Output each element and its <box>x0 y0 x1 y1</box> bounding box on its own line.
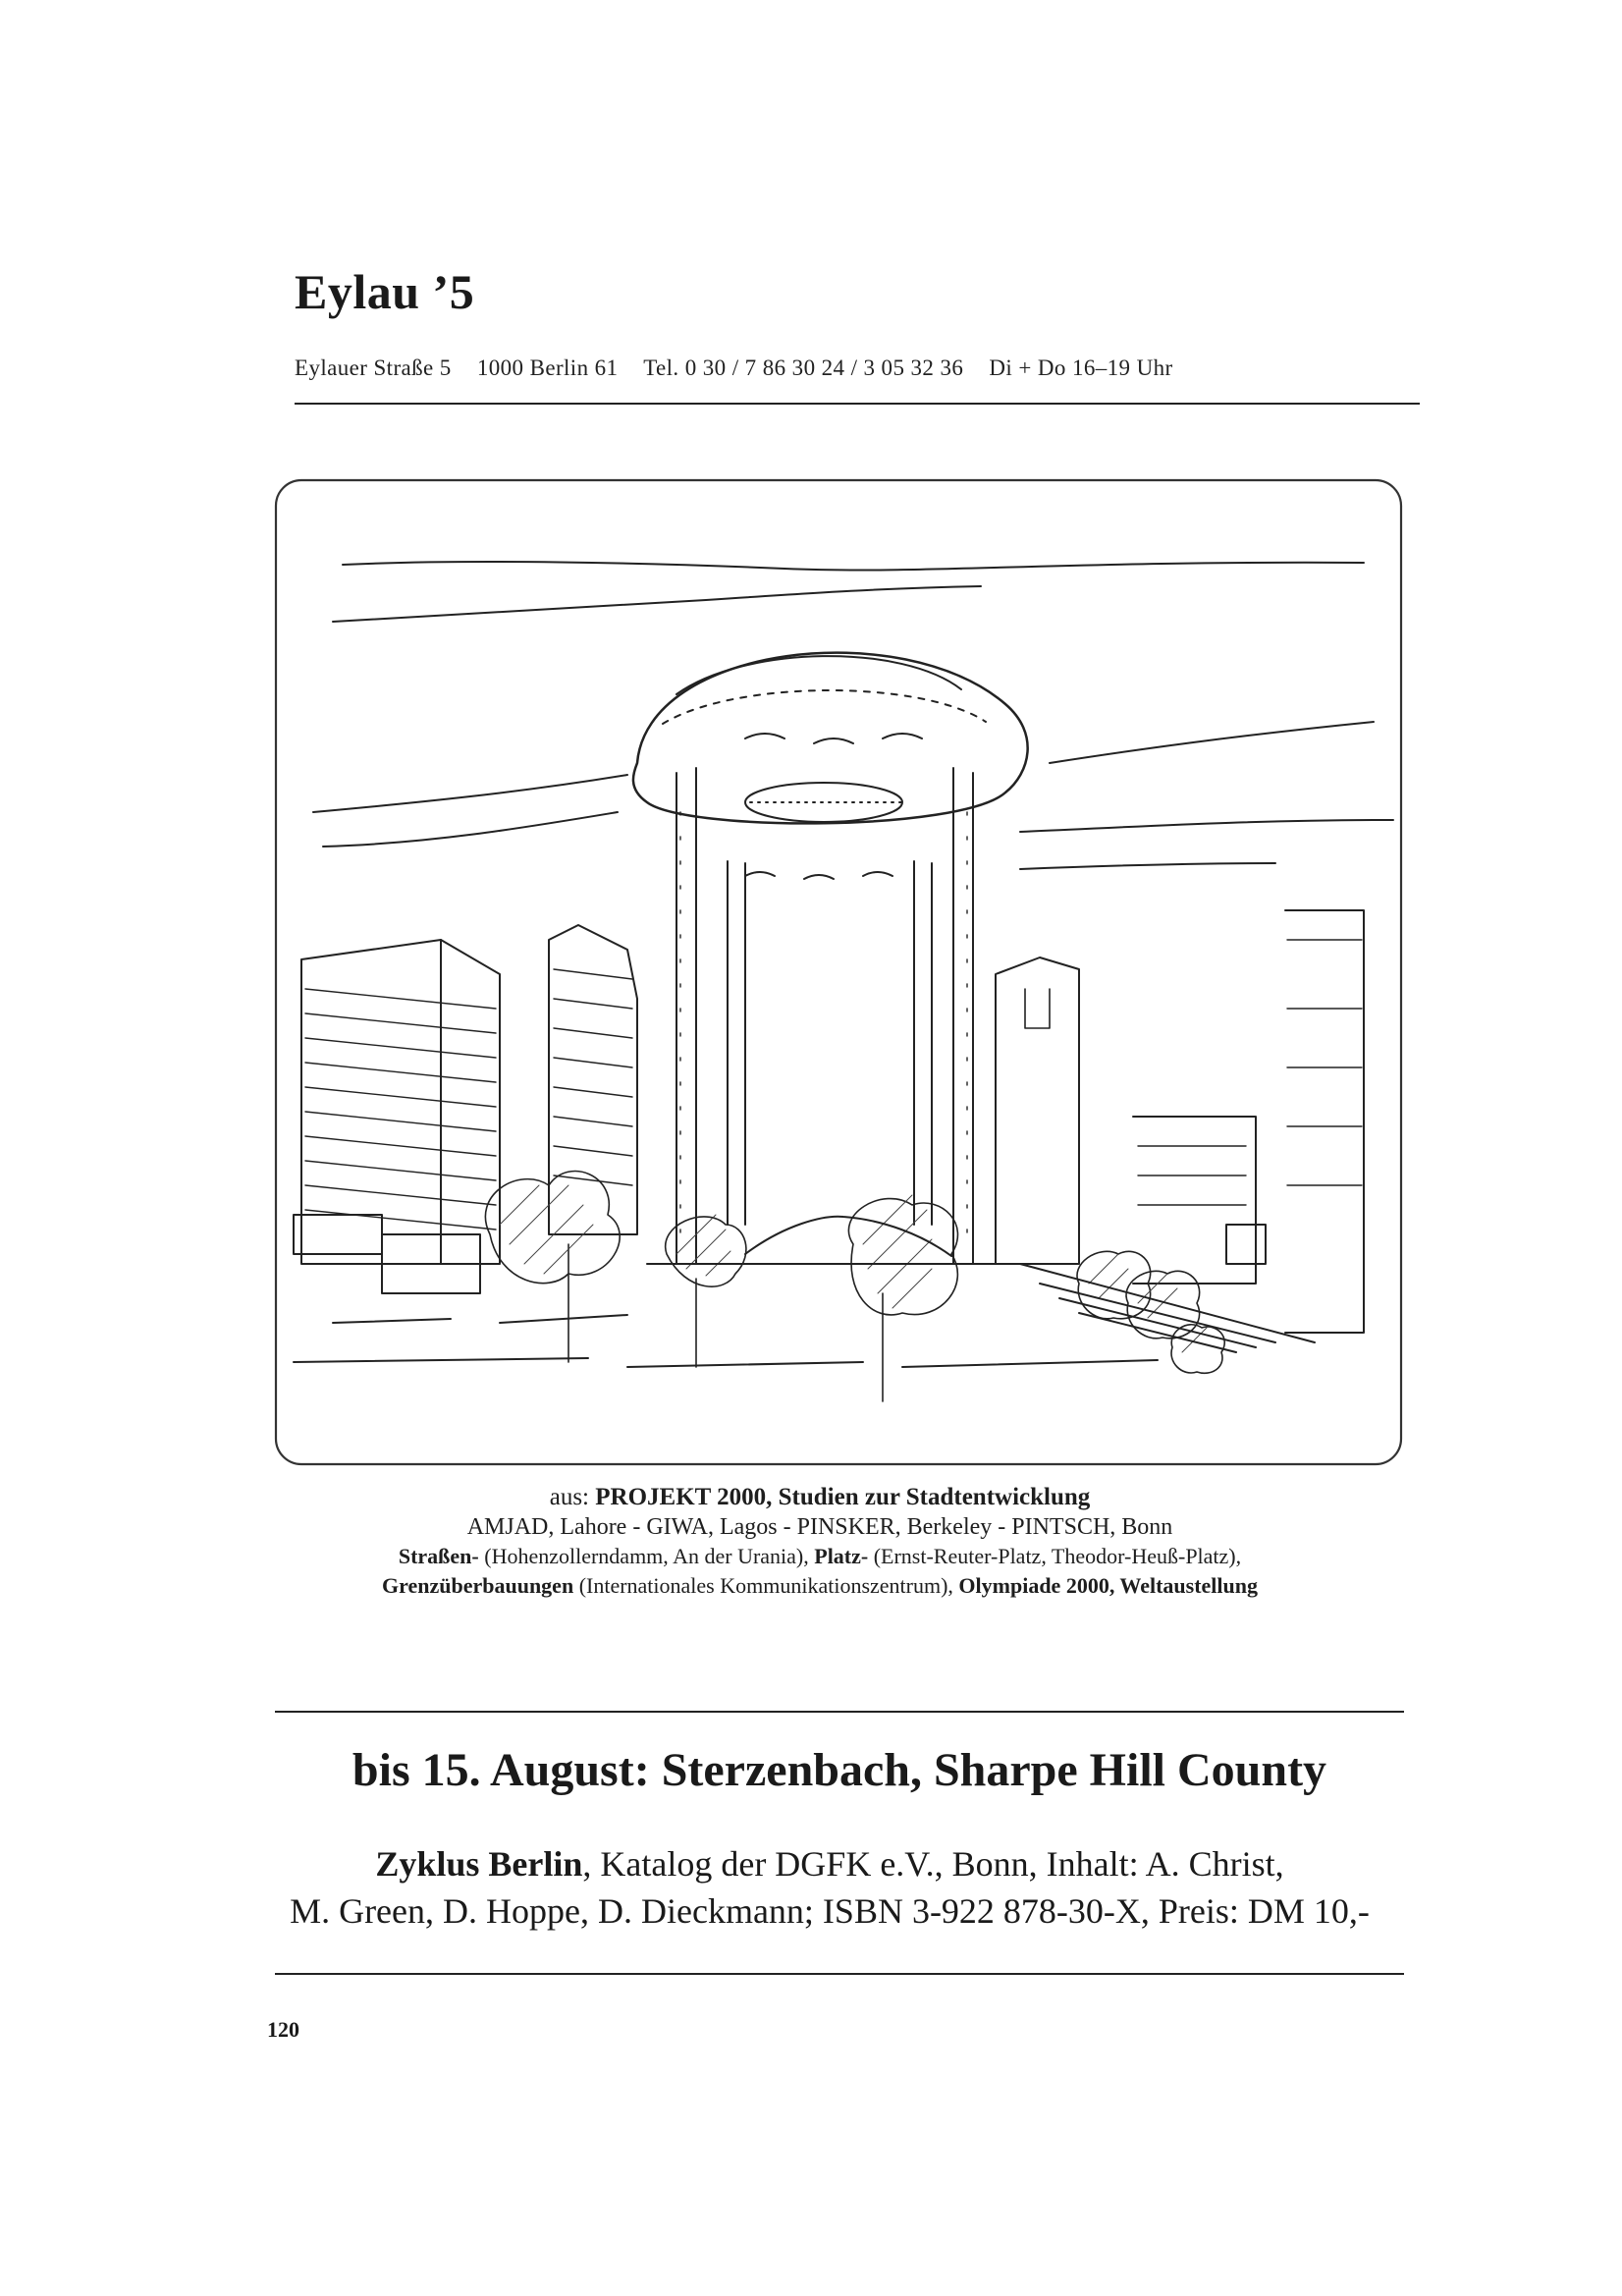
street: Eylauer Straße 5 <box>295 355 452 380</box>
header-divider <box>295 403 1420 405</box>
caption-source: aus: PROJEKT 2000, Studien zur Stadtentwicklung <box>549 1484 1091 1510</box>
caption-authors: AMJAD, Lahore - GIWA, Lagos - PINSKER, Berkeley - PINTSCH, Bonn <box>466 1514 1173 1540</box>
catalog-note <box>265 1840 1394 1935</box>
city: 1000 Berlin 61 <box>476 355 619 380</box>
gallery-address <box>295 355 1193 381</box>
page-number: 120 <box>267 2017 299 2042</box>
architecture-sketch-illustration <box>274 478 1403 1466</box>
caption-topics-1: Straßen- (Hohenzollerndamm, An der Urania), Platz- (Ernst-Reuter-Platz, Theodor-Heuß-Platz), <box>398 1544 1242 1568</box>
catalog-line-2: M. Green, D. Hoppe, D. Dieckmann; ISBN 3-922 878-30-X, Preis: DM 10,- <box>290 1891 1370 1931</box>
opening-hours: Di + Do 16–19 Uhr <box>989 355 1173 380</box>
section-divider-bottom <box>275 1973 1404 1975</box>
caption-topics-2: Grenzüberbauungen (Internationales Kommunikationszentrum), Olympiade 2000, Weltaustellung <box>382 1573 1258 1598</box>
illustration-caption <box>275 1483 1365 1601</box>
catalog-line-1: Zyklus Berlin, Katalog der DGFK e.V., Bonn, Inhalt: A. Christ, <box>375 1844 1284 1884</box>
page-title: Eylau ’5 <box>295 264 475 319</box>
phone: Tel. 0 30 / 7 86 30 24 / 3 05 32 36 <box>643 355 964 380</box>
exhibition-headline: bis 15. August: Sterzenbach, Sharpe Hill County <box>351 1744 1327 1796</box>
section-divider-top <box>275 1711 1404 1713</box>
